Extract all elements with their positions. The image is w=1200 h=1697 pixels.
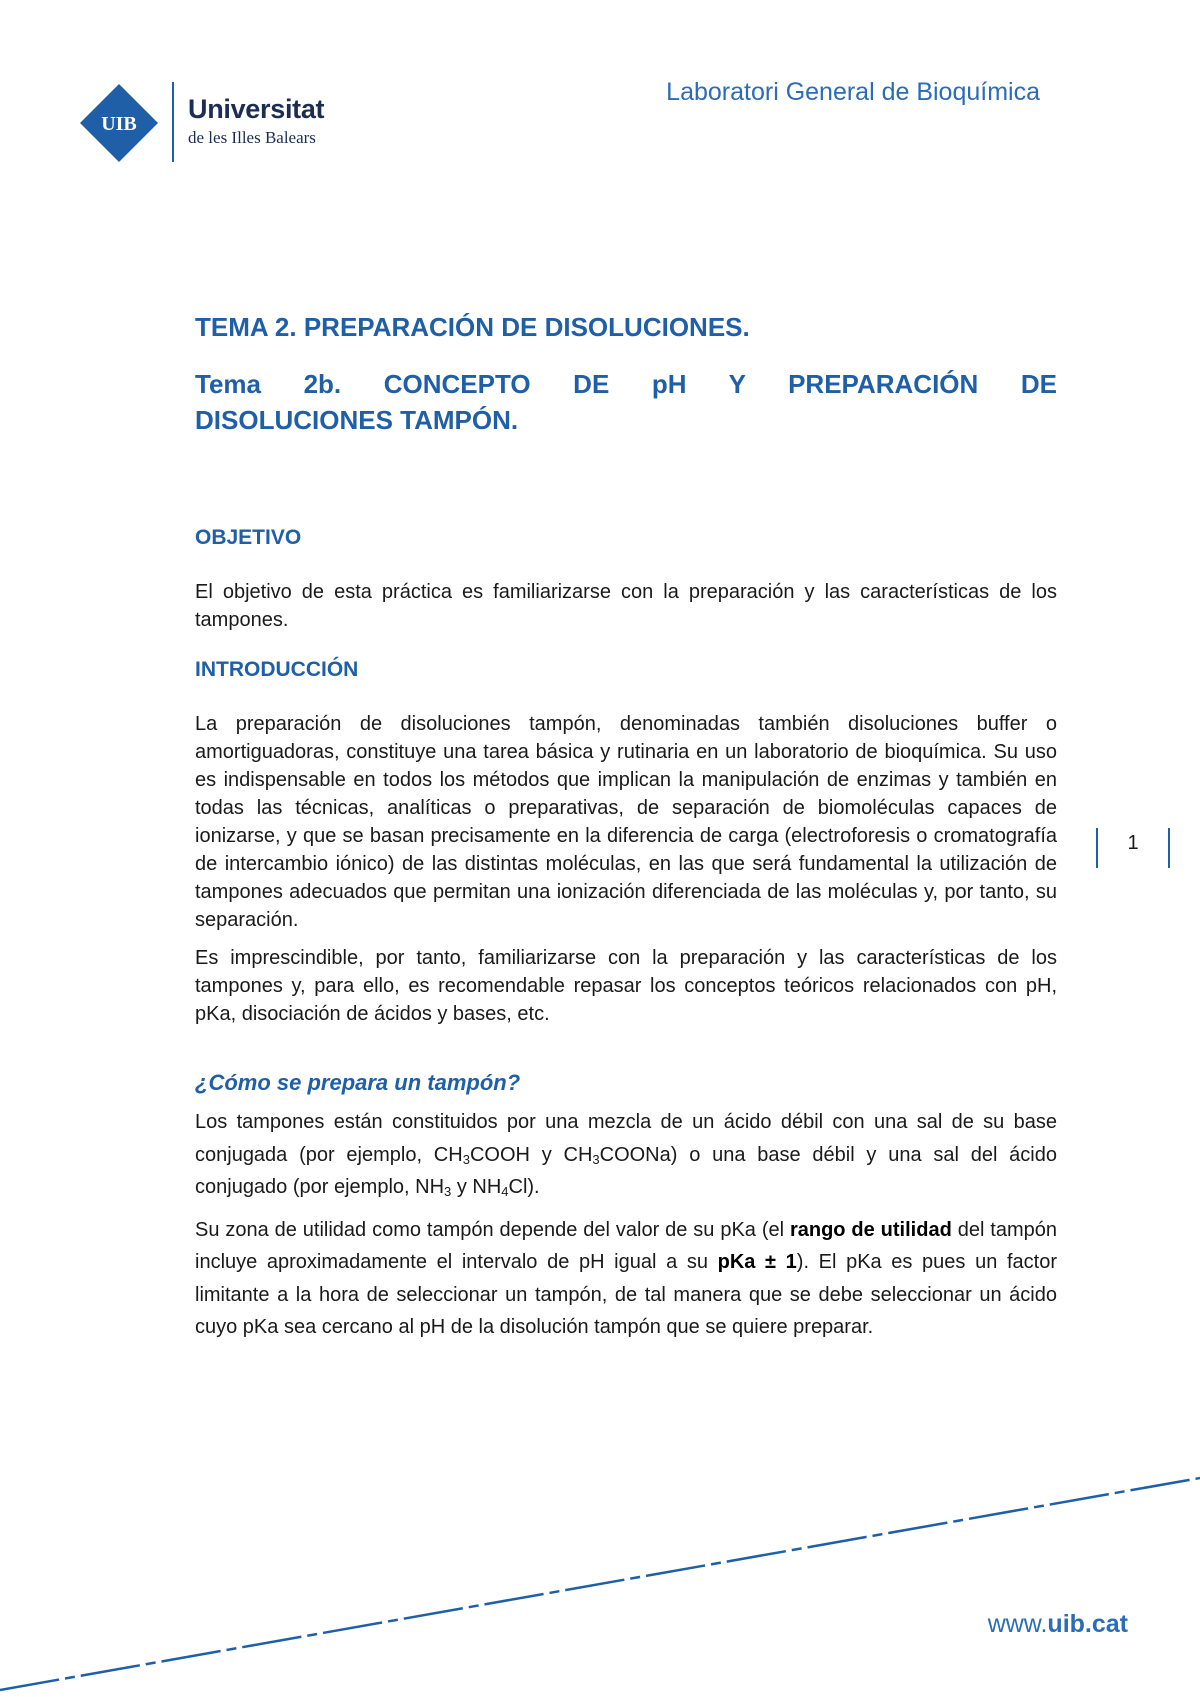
- page-number: 1: [1127, 832, 1139, 854]
- introduccion-paragraph-2: Es imprescindible, por tanto, familiarizarse con la preparación y las características de los tampones y, para ello, es recomendable repasar los conceptos teóricos relacionados con pH, pKa, disociación de ácidos y bases, etc.: [195, 947, 1057, 1025]
- introduccion-paragraph-1: La preparación de disoluciones tampón, denominadas también disoluciones buffer o amortiguadoras, constituye una tarea básica y rutinaria en un laboratorio de bioquímica. Su uso es indispensable en todos los métodos que implican la manipulación de enzimas y también en todas las técnicas, analíticas o preparativas, de separación de biomoléculas capaces de ionizarse, y que se basan precisamente en la diferencia de carga (electroforesis o cromatografía de intercambio iónico) de las distintas moléculas, en las que será fundamental la utilización de tampones adecuados que permitan una ionización diferenciada de las moléculas y, por tanto, su separación.: [195, 713, 1057, 931]
- introduccion-heading: INTRODUCCIÓN: [195, 658, 359, 681]
- objetivo-text: El objetivo de esta práctica es familiarizarse con la preparación y las características de los tampones.: [195, 581, 1057, 631]
- tampon-heading: ¿Cómo se prepara un tampón?: [195, 1070, 521, 1095]
- header-title: Laboratori General de Bioquímica: [666, 78, 1040, 106]
- pka-range-bold: pKa ± 1: [717, 1251, 797, 1273]
- footer-url[interactable]: www.uib.cat: [987, 1610, 1128, 1638]
- logo-abbrev: UIB: [101, 113, 137, 135]
- rango-utilidad-bold: rango de utilidad: [789, 1218, 952, 1241]
- tampon-paragraph-2: Su zona de utilidad como tampón depende del valor de su pKa (el rango de utilidad del tampón incluye aproximadamente el intervalo de pH igual a su pKa ± 1). El pKa es pues un factor limitante a la hora de seleccionar un tampón, de tal manera que se debe seleccionar un ácido cuyo pKa sea cercano al pH de la disolución tampón que se quiere preparar.: [195, 1218, 1058, 1338]
- logo-subtitle: de les Illes Balears: [188, 128, 316, 147]
- tampon-paragraph-1: Los tampones están constituidos por una mezcla de un ácido débil con una sal de su base conjugada (por ejemplo, $CH_3COOH$ y $CH_3COONa$) o una base débil y una sal del ácido conjugado (por ejemplo, $NH_3$ y $NH_4Cl$).: [195, 1111, 1057, 1199]
- subtitle-line-2: DISOLUCIONES TAMPÓN.: [195, 405, 519, 435]
- main-title: TEMA 2. PREPARACIÓN DE DISOLUCIONES.: [195, 312, 750, 342]
- subtitle-line-1: Tema 2b. CONCEPTO DE pH Y PREPARACIÓN DE: [195, 369, 1057, 399]
- logo-name: Universitat: [188, 94, 325, 124]
- objetivo-heading: OBJETIVO: [195, 526, 302, 549]
